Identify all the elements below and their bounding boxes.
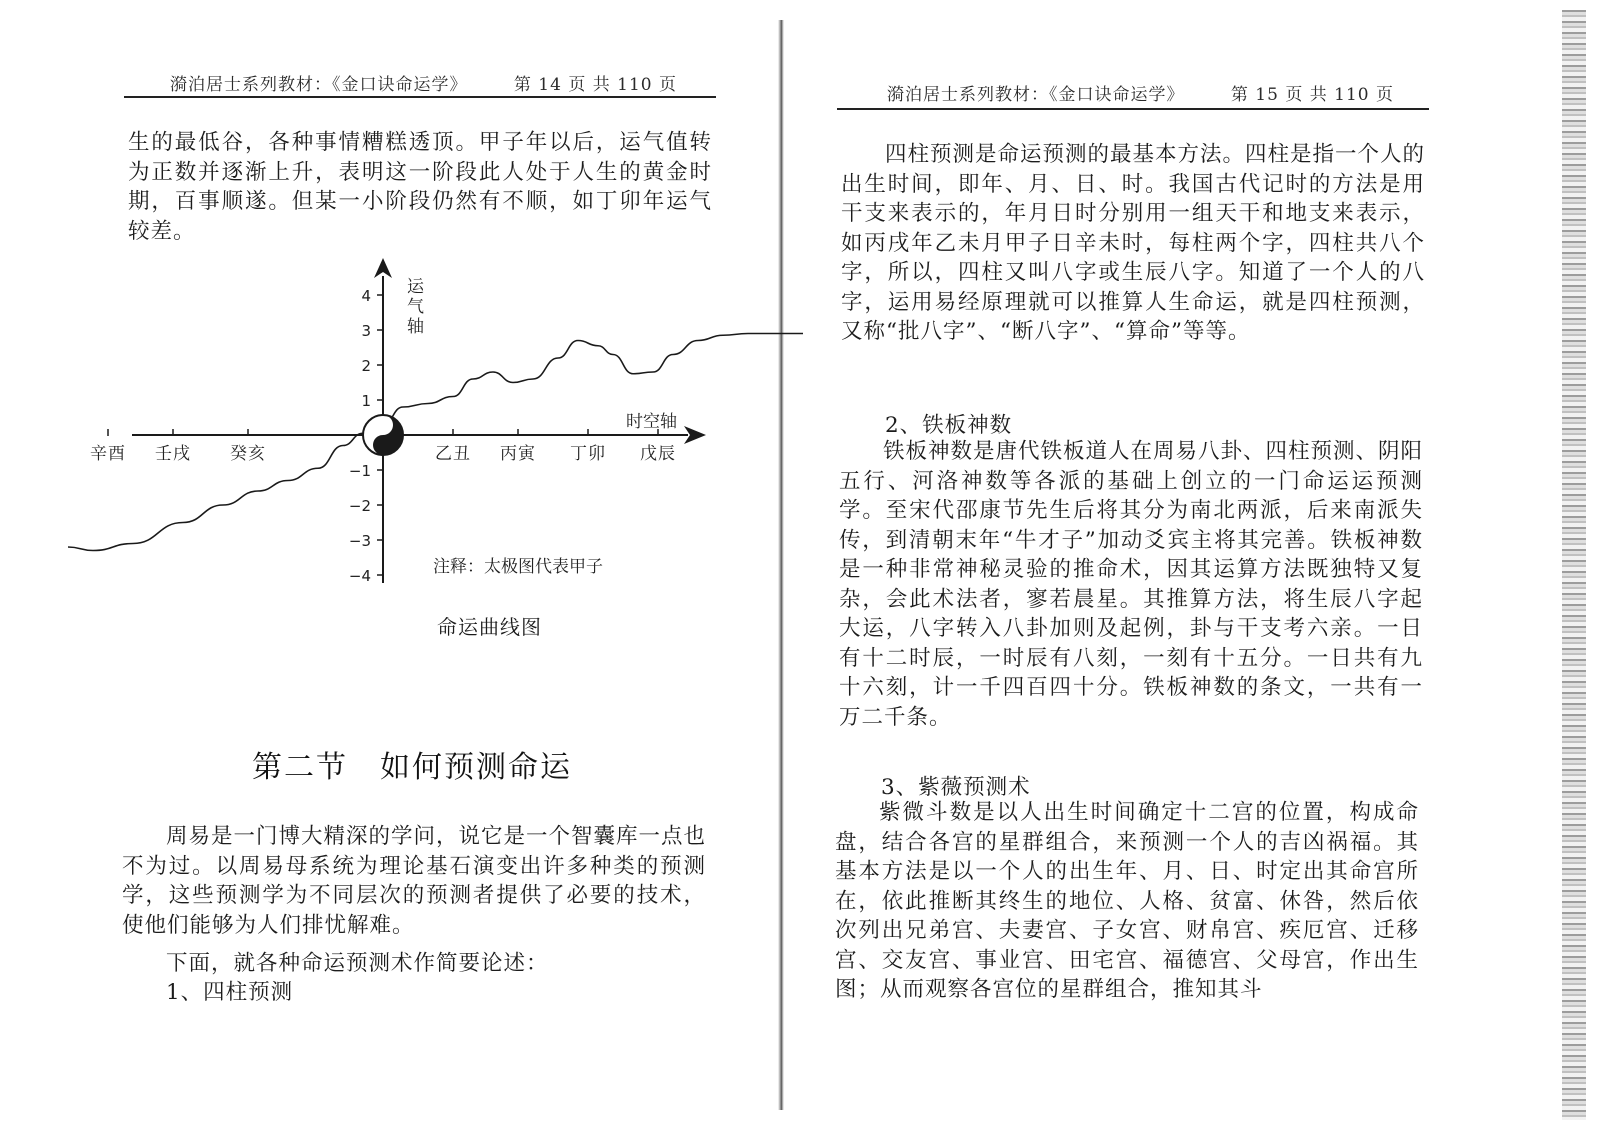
sizhu-paragraph: 四柱预测是命运预测的最基本方法。四柱是指一个人的出生时间，即年、月、日、时。我国古代记时的方法是用干支来表示的，年月日时分别用一组天干和地支来表示，如丙戌年乙未月甲子日辛未时，每柱两个字，四柱共八个字，所以，四柱又叫八字或生辰八字。知道了一个人的八字，运用易经原理就可以推算人生命运，就是四柱预测，又称“批八字”、“断八字”、“算命”等等。 [841, 142, 1426, 344]
y-tick-label: 4 [361, 287, 371, 305]
header-rule [837, 108, 1429, 110]
page-header [887, 80, 1394, 105]
subheading-tieban: 2、铁板神数 [885, 413, 1013, 438]
header-rule [124, 96, 716, 98]
y-axis-label: 运气轴 [407, 277, 424, 337]
fortune-curve-chart [90, 250, 718, 610]
x-tick-label: 癸亥 [230, 444, 266, 464]
y-tick-label: 3 [361, 322, 371, 340]
taiji-light-dot [380, 422, 387, 429]
x-tick-label: 乙丑 [435, 444, 471, 464]
y-tick-label: −1 [348, 462, 371, 480]
x-tick-label: 丁卯 [570, 444, 606, 464]
intro-line: 下面，就各种命运预测术作简要论述： [166, 951, 549, 976]
chart-curve-layer [68, 333, 803, 550]
ziwei-paragraph: 紫微斗数是以人出生时间确定十二宫的位置，构成命盘，结合各宫的星群组合，来预测一个人的吉凶祸福。其基本方法是以一个人的出生年、月、日、时定出其命宫所在，依此推断其终生的地位、人格、贫富、休咎，然后依次列出兄弟宫、夫妻宫、子女宫、财帛宫、疾厄宫、迁移宫、交友宫、事业宫、田宅宫、福德宫、父母宫，作出生图；从而观察各宫位的星群组合，推知其斗 [835, 800, 1419, 1002]
right-page [785, 0, 1608, 1122]
x-axis-label: 时空轴 [626, 412, 677, 432]
body-paragraph: 周易是一门博大精深的学问，说它是一个智囊库一点也不为过。以周易母系统为理论基石演变出许多种类的预测学，这些预测学为不同层次的预测者提供了必要的技术，使他们能够为人们排忧解难。 [122, 824, 707, 938]
y-tick-label: 1 [361, 392, 371, 410]
x-tick-label: 辛酉 [90, 444, 126, 464]
y-axis-arrow [374, 258, 392, 278]
subheading-sizhu: 1、四柱预测 [166, 980, 294, 1005]
x-tick-label: 丙寅 [500, 444, 536, 464]
series-title: 漪泊居士系列教材：《金口诀命运学》 [170, 75, 468, 95]
figure-caption: 命运曲线图 [437, 615, 542, 639]
y-tick-label: −4 [348, 567, 371, 585]
fortune-curve-series [68, 334, 803, 551]
page-header [170, 70, 677, 95]
left-page [0, 0, 780, 1122]
taiji-icon [363, 415, 403, 455]
series-title: 漪泊居士系列教材：《金口诀命运学》 [887, 85, 1185, 105]
x-tick-label: 戊辰 [640, 444, 676, 464]
page-indicator: 第 15 页 共 110 页 [1230, 85, 1395, 105]
y-tick-label: −2 [348, 497, 371, 515]
section-title [252, 742, 572, 786]
intro-paragraph: 生的最低谷，各种事情糟糕透顶。甲子年以后，运气值转为正数并逐渐上升，表明这一阶段此人处于人生的黄金时期，百事顺遂。但某一小阶段仍然有不顺，如丁卯年运气较差。 [128, 130, 712, 244]
taiji-dark-dot [380, 442, 387, 449]
tieban-paragraph: 铁板神数是唐代铁板道人在周易八卦、四柱预测、阴阳五行、河洛神数等各派的基础上创立的一门命运运预测学。至宋代邵康节先生后将其分为南北两派，后来南派失传，到清朝末年“牛才子”加动爻宾主将其完善。铁板神数是一种非常神秘灵验的推命术，因其运算方法既独特又复杂，会此术法者，寥若晨星。其推算方法，将生辰八字起大运，八字转入八卦加则及起例，卦与干支考六亲。一日有十二时辰，一时辰有八刻，一刻有十五分。一日共有九十六刻，计一千四百四十分。铁板神数的条文，一共有一万二千条。 [839, 439, 1424, 730]
section-heading: 如何预测命运 [380, 750, 572, 785]
y-tick-label: 2 [361, 357, 371, 375]
subheading-ziwei: 3、紫薇预测术 [881, 775, 1031, 800]
page-indicator: 第 14 页 共 110 页 [513, 75, 678, 95]
y-tick-label: −3 [348, 532, 371, 550]
section-number: 第二节 [252, 750, 348, 785]
chart-annotation: 注释：太极图代表甲子 [433, 557, 603, 577]
x-tick-label: 壬戌 [155, 444, 191, 464]
